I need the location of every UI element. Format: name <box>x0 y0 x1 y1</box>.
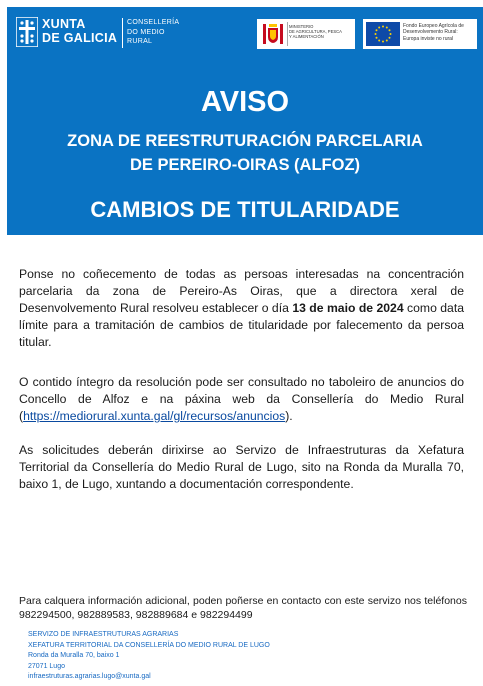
conselleria-line1: CONSELLERÍA <box>127 19 180 26</box>
notice-subtitle: CAMBIOS DE TITULARIDADE <box>90 197 400 222</box>
xunta-line1: XUNTA <box>42 17 86 31</box>
paragraph-contact-phones: Para calquera información adicional, poden poñerse en contacto con este servizo nos teléfonos 982294500, 982889583, 982889684 e 982294499 <box>19 595 467 621</box>
deadline-date: 13 de maio de 2024 <box>292 301 404 315</box>
zone-title <box>7 129 483 177</box>
xunta-cross-emblem-icon <box>16 17 38 47</box>
ministry-line1: MINISTERIO <box>289 24 314 29</box>
eu-line3: Europa inviste no rural <box>403 35 454 42</box>
paragraph-resolution-text: O contido íntegro da resolución pode ser consultado no taboleiro de anuncios do Concello de Alfoz e na páxina web da Consellería do Medio Rural ( <box>19 375 464 423</box>
ministry-text <box>289 24 342 39</box>
contact-postcode: 27071 Lugo <box>28 662 65 670</box>
logo-strip <box>7 7 483 59</box>
paragraph-deadline <box>19 266 464 351</box>
zone-title-line1: ZONA DE REESTRUTURACIÓN PARCELARIA <box>67 132 423 150</box>
eu-line1: Fondo Europeo Agrícola de <box>403 23 464 29</box>
paragraph-submissions: As solicitudes deberán dirixirse ao Servizo de Infraestruturas da Xefatura Territorial da Consellería do Medio Rural de Lugo, sito na Ronda da Muralla 70, baixo 1, de Lugo, xuntando a documentación correspondente. <box>19 443 464 491</box>
contact-block <box>28 630 270 683</box>
eu-logo <box>363 19 477 49</box>
ministry-line2: DE AGRICULTURA, PESCA <box>289 29 342 34</box>
spanish-coat-of-arms-icon <box>261 22 285 46</box>
conselleria-text <box>127 18 179 47</box>
header-banner <box>7 7 483 235</box>
xunta-line2: DE GALICIA <box>42 31 118 45</box>
ministry-logo <box>257 19 355 49</box>
notice-title: AVISO <box>200 86 290 118</box>
ministry-line3: Y ALIMENTACIÓN <box>289 34 324 39</box>
eu-flag-icon <box>366 22 400 46</box>
contact-email[interactable]: infraestruturas.agrarias.lugo@xunta.gal <box>28 673 151 680</box>
anuncios-link[interactable]: https://mediorural.xunta.gal/gl/recursos/anuncios <box>23 409 286 423</box>
logo-divider <box>122 18 123 48</box>
xunta-logo-text <box>42 17 117 45</box>
conselleria-line3: RURAL <box>127 38 153 45</box>
contact-address: Ronda da Muralla 70, baixo 1 <box>28 652 120 659</box>
contact-service: SERVIZO DE INFRAESTRUTURAS AGRARIAS <box>28 631 179 638</box>
paragraph-resolution <box>19 374 464 425</box>
eu-line2: Desenvolvemento Rural: <box>403 29 458 36</box>
conselleria-line2: DO MEDIO <box>127 28 165 36</box>
paragraph-deadline-text-end: como data límite para a tramitación de cambios de titularidade por falecemento da persoa titular. <box>19 301 465 349</box>
paragraph-resolution-text-end: ). <box>285 409 293 423</box>
paragraph-deadline-text: Ponse no coñecemento de todas as persoas interesadas na concentración parcelaria da zona de Pereiro-As Oiras, que a directora xeral de Desenvolvemento Rural resolveu establecer o día <box>19 267 464 315</box>
zone-title-line2: DE PEREIRO-OIRAS (ALFOZ) <box>129 156 361 174</box>
contact-office: XEFATURA TERRITORIAL DA CONSELLERÍA DO MEDIO RURAL DE LUGO <box>28 641 270 649</box>
eu-text <box>403 23 464 42</box>
